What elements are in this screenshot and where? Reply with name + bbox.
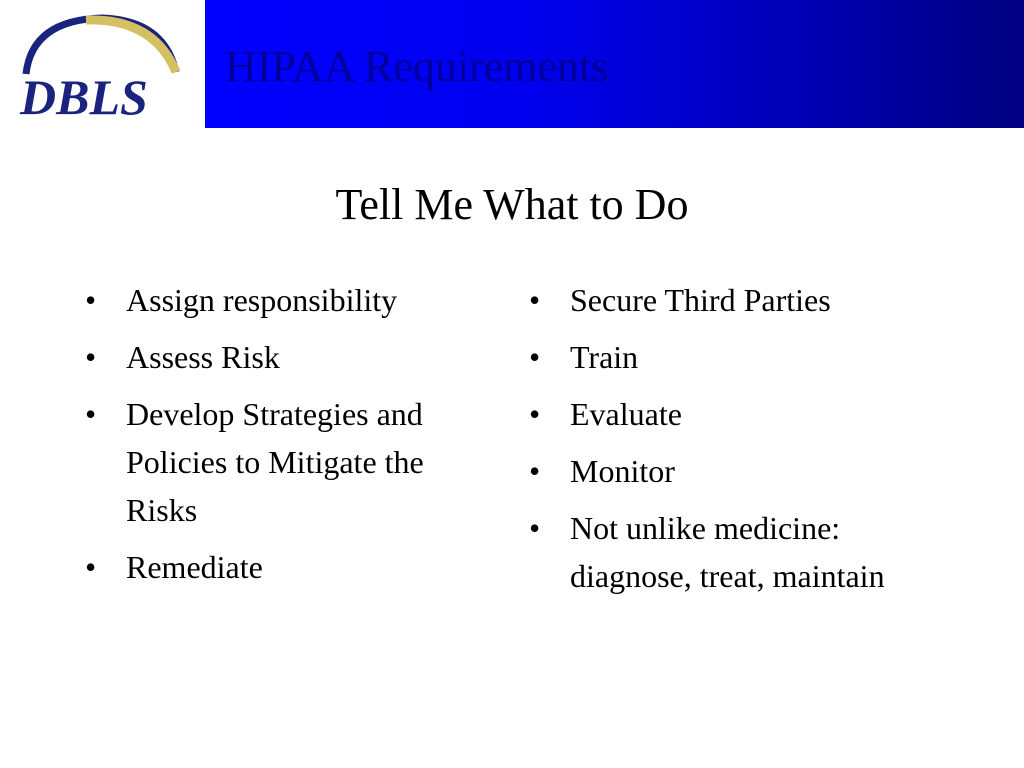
bullet-icon: • [85,396,97,432]
logo-arc-gold-icon [86,20,176,72]
bullet-icon: • [85,282,97,318]
bullet-icon: • [529,396,541,432]
bullet-text: Monitor [570,453,675,489]
bullet-icon: • [529,282,541,318]
list-item [85,543,485,591]
bullet-icon: • [529,453,541,489]
list-item [529,276,949,324]
dbls-logo-graphic [14,12,184,120]
logo-text: DBLS [20,69,148,120]
bullet-icon: • [85,339,97,375]
bullet-icon: • [85,549,97,585]
bullet-icon: • [529,510,541,546]
bullet-text: Not unlike medicine: diagnose, treat, maintain [570,510,885,594]
list-item [529,333,949,381]
bullet-text: Assess Risk [126,339,280,375]
bullet-text: Remediate [126,549,263,585]
list-item [85,333,485,381]
list-item [529,390,949,438]
bullet-text: Secure Third Parties [570,282,831,318]
page-title: HIPAA Requirements [225,42,609,91]
slide-subtitle: Tell Me What to Do [335,180,689,229]
list-item [85,276,485,324]
list-item [529,504,949,600]
bullet-icon: • [529,339,541,375]
list-item [529,447,949,495]
list-item [85,390,485,534]
bullet-text: Develop Strategies and Policies to Mitigate the Risks [126,396,424,528]
right-bullet-list [529,276,949,609]
dbls-logo [14,12,184,120]
bullet-text: Assign responsibility [126,282,398,318]
left-bullet-list [85,276,485,600]
bullet-text: Train [570,339,639,375]
bullet-text: Evaluate [570,396,682,432]
logo-arc-blue-icon [26,18,176,74]
